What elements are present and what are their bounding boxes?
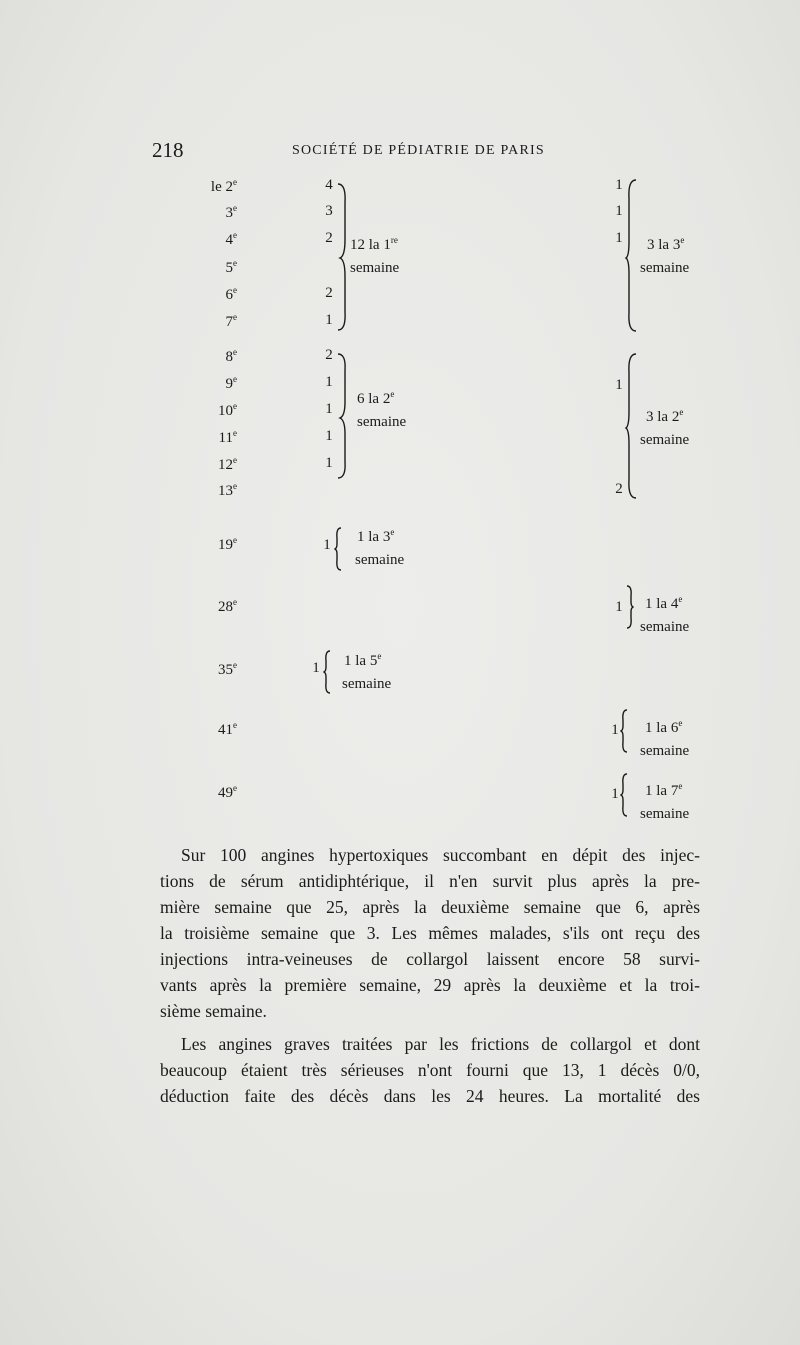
group-label: 1 la 4e semaine	[640, 594, 690, 635]
text-line: tions de sérum antidiphtérique, il n'en survit plus après la pre-	[160, 871, 700, 891]
count-col2: 1	[615, 599, 623, 615]
count-col2: 1	[615, 177, 623, 193]
group-label: 1 la 7e semaine	[640, 781, 690, 822]
text-line: la troisième semaine que 3. Les mêmes malades, s'ils ont reçu des	[160, 923, 700, 943]
brace	[624, 584, 634, 630]
brace	[624, 352, 638, 500]
day-label: 49e	[218, 783, 237, 801]
count-col1: 3	[325, 203, 333, 219]
brace	[336, 352, 350, 480]
group-label: 3 la 2e semaine	[640, 407, 690, 448]
text-line: beaucoup étaient très sérieuses n'ont fourni que 13, 1 décès 0/0,	[160, 1060, 700, 1080]
day-label: 7e	[225, 312, 237, 330]
text-line: Sur 100 angines hypertoxiques succombant en dépit des injec-	[181, 845, 700, 865]
day-label: 4e	[225, 230, 237, 248]
group-label: 12 la 1re semaine	[350, 235, 400, 276]
page-header	[152, 138, 702, 164]
paragraph	[160, 1031, 700, 1109]
count-col1: 1	[325, 374, 333, 390]
brace	[323, 649, 333, 695]
day-label: 8e	[225, 347, 237, 365]
text-line: mière semaine que 25, après la deuxième semaine que 6, après	[160, 897, 700, 917]
day-label: 12e	[218, 455, 237, 473]
day-label: 3e	[225, 203, 237, 221]
count-col2: 1	[615, 230, 623, 246]
count-col2: 1	[615, 203, 623, 219]
day-label: 11e	[218, 428, 237, 446]
group-label: 6 la 2e semaine	[357, 389, 407, 430]
group-label: 1 la 3e semaine	[355, 527, 405, 568]
count-col1: 1	[323, 537, 331, 553]
count-col1: 1	[325, 428, 333, 444]
day-label: 19e	[218, 535, 237, 553]
brace	[620, 708, 630, 754]
brace	[620, 772, 630, 818]
count-col1: 2	[325, 347, 333, 363]
group-label: 3 la 3e semaine	[640, 235, 690, 276]
day-label: le 2e	[210, 177, 237, 195]
paragraph	[160, 842, 700, 1024]
brace	[336, 182, 350, 332]
day-label: 13e	[218, 481, 237, 499]
count-col1: 1	[325, 312, 333, 328]
count-col2: 2	[615, 481, 623, 497]
count-col1: 2	[325, 230, 333, 246]
brace	[334, 526, 344, 572]
day-label: 28e	[218, 597, 237, 615]
day-label: 35e	[218, 660, 237, 678]
group-label: 1 la 6e semaine	[640, 718, 690, 759]
day-label: 6e	[225, 285, 237, 303]
text-line: Les angines graves traitées par les frictions de collargol et dont	[181, 1034, 700, 1054]
running-head: SOCIÉTÉ DE PÉDIATRIE DE PARIS	[292, 143, 545, 158]
text-line: vants après la première semaine, 29 après la deuxième et la troi-	[160, 975, 700, 995]
day-label: 5e	[225, 258, 237, 276]
count-col2: 1	[611, 786, 619, 802]
text-line: injections intra-veineuses de collargol laissent encore 58 survi-	[160, 949, 700, 969]
group-label: 1 la 5e semaine	[342, 651, 392, 692]
text-line: sième semaine.	[160, 1001, 267, 1021]
brace	[624, 178, 638, 333]
count-col1: 2	[325, 285, 333, 301]
day-label: 9e	[225, 374, 237, 392]
count-col1: 4	[325, 177, 333, 193]
count-col1: 1	[325, 401, 333, 417]
day-label: 41e	[218, 720, 237, 738]
count-col2: 1	[611, 722, 619, 738]
count-col1: 1	[325, 455, 333, 471]
day-label: 10e	[218, 401, 237, 419]
count-col2: 1	[615, 377, 623, 393]
count-col1: 1	[312, 660, 320, 676]
text-line: déduction faite des décès dans les 24 heures. La mortalité des	[160, 1086, 700, 1106]
page-number: 218	[152, 138, 184, 162]
